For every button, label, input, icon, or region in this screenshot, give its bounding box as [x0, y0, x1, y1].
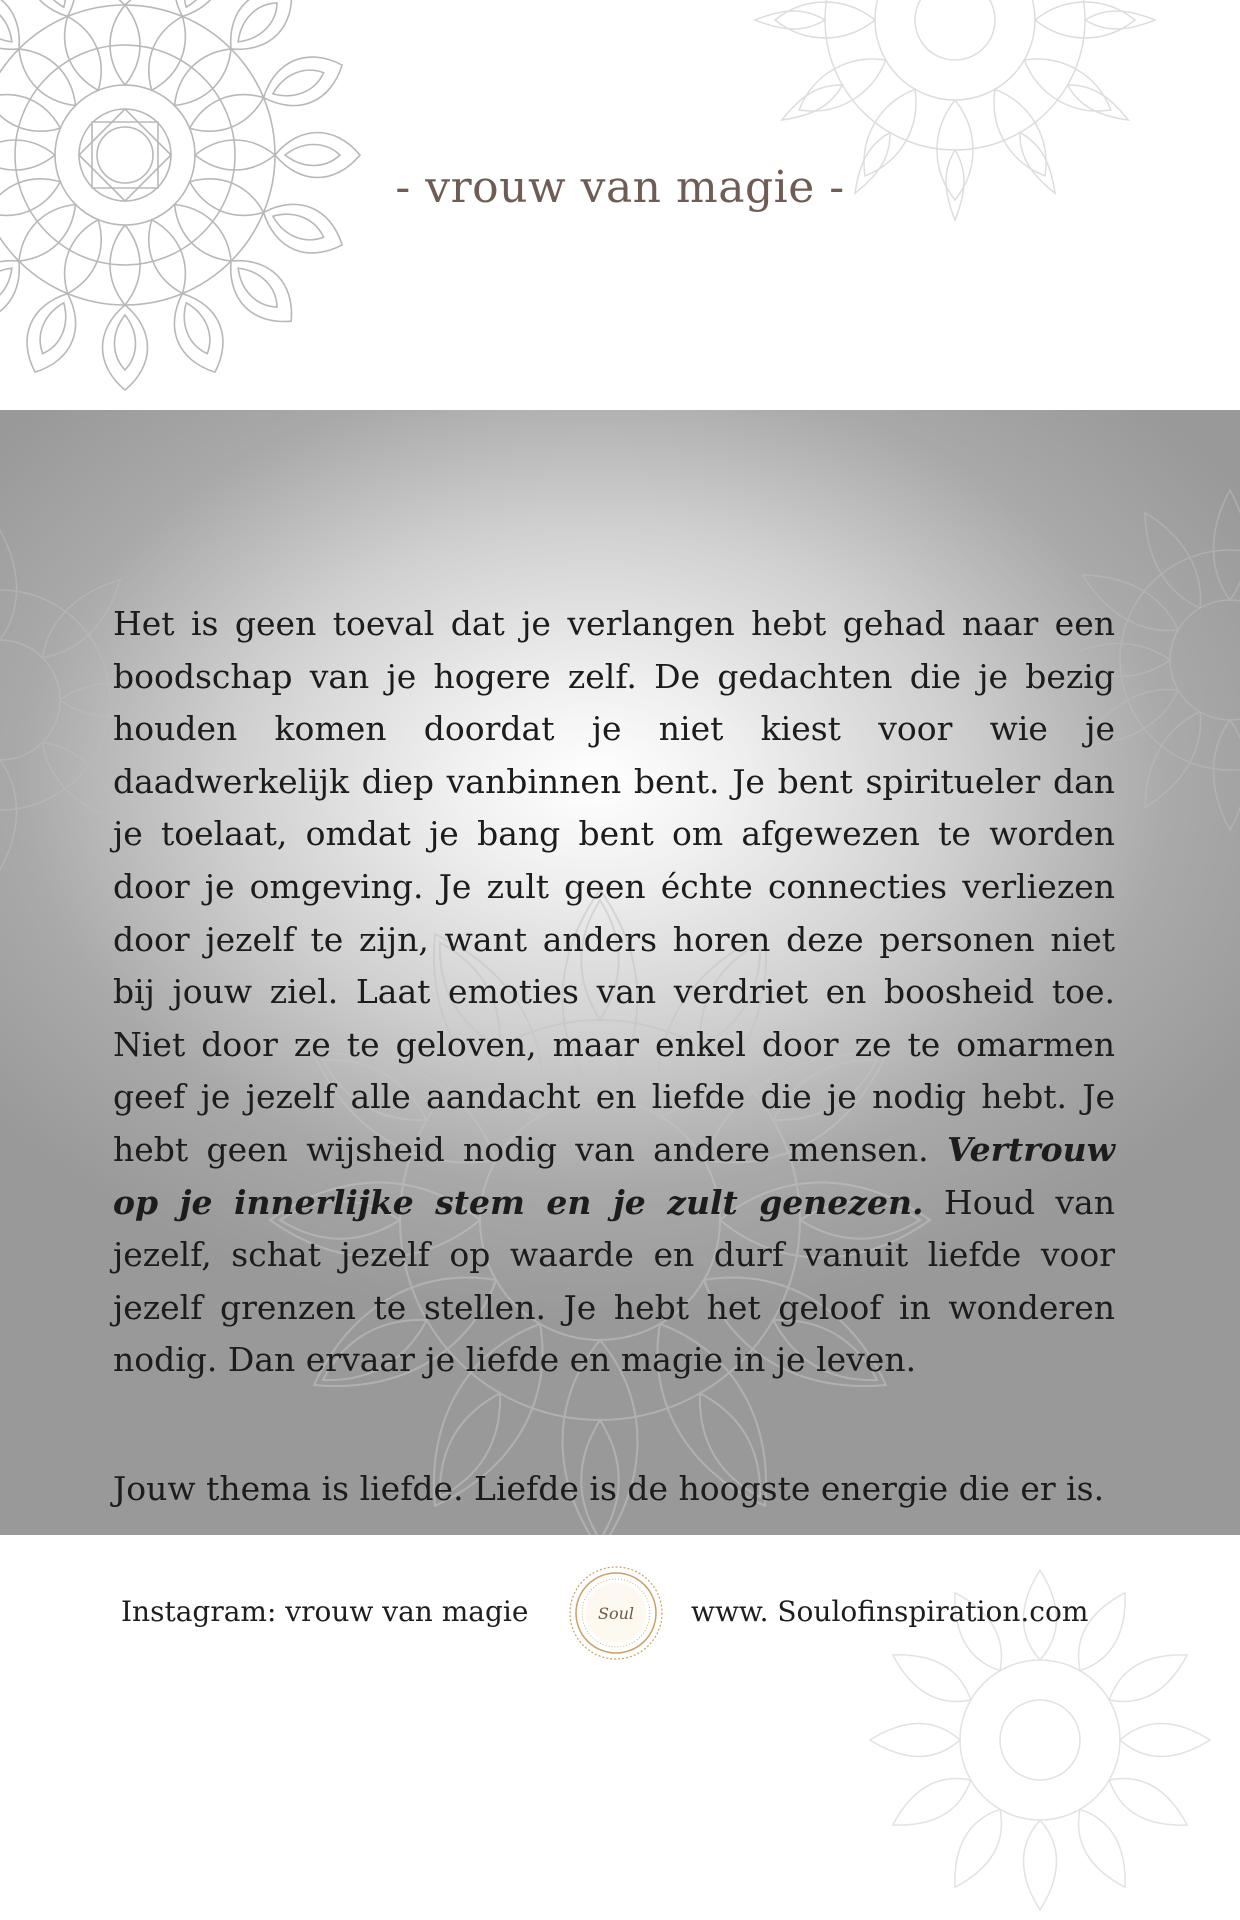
website-link[interactable]: www. Soulofinspiration.com — [691, 1595, 1089, 1628]
message-paragraph — [113, 598, 1115, 1387]
page-title: - vrouw van magie - — [395, 162, 845, 213]
instagram-handle[interactable]: Instagram: vrouw van magie — [121, 1595, 529, 1628]
message-text-before: Het is geen toeval dat je verlangen hebt gehad naar een boodschap van je hogere zelf. De gedachten die je bezig houden komen doordat je niet kiest voor wie je daadwerkelijk diep vanbinnen bent. Je bent spiritueler dan je toelaat, omdat je bang bent om afgewezen te worden door je omgeving. Je zult geen échte connecties verliezen door jezelf te zijn, want anders horen deze personen niet bij jouw ziel. Laat emoties van verdriet en boosheid toe. Niet door ze te geloven, maar enkel door ze te omarmen geef je jezelf alle aandacht en liefde die je nodig hebt. Je hebt geen wijsheid nodig van andere mensen. — [113, 604, 1115, 1169]
theme-statement: Jouw thema is liefde. Liefde is de hoogste energie die er is. — [113, 1469, 1105, 1508]
soul-of-inspiration-logo — [568, 1565, 664, 1661]
logo-script: Soul — [597, 1604, 635, 1623]
message-highlight: Vertrouw op je innerlijke stem en je zult genezen. — [113, 1129, 1115, 1222]
message-text-after: Houd van jezelf, schat jezelf op waarde en durf vanuit liefde voor jezelf grenzen te stellen. Je hebt het geloof in wonderen nodig. Dan ervaar je liefde en magie in je leven. — [113, 1182, 1115, 1380]
message-panel — [0, 410, 1240, 1535]
